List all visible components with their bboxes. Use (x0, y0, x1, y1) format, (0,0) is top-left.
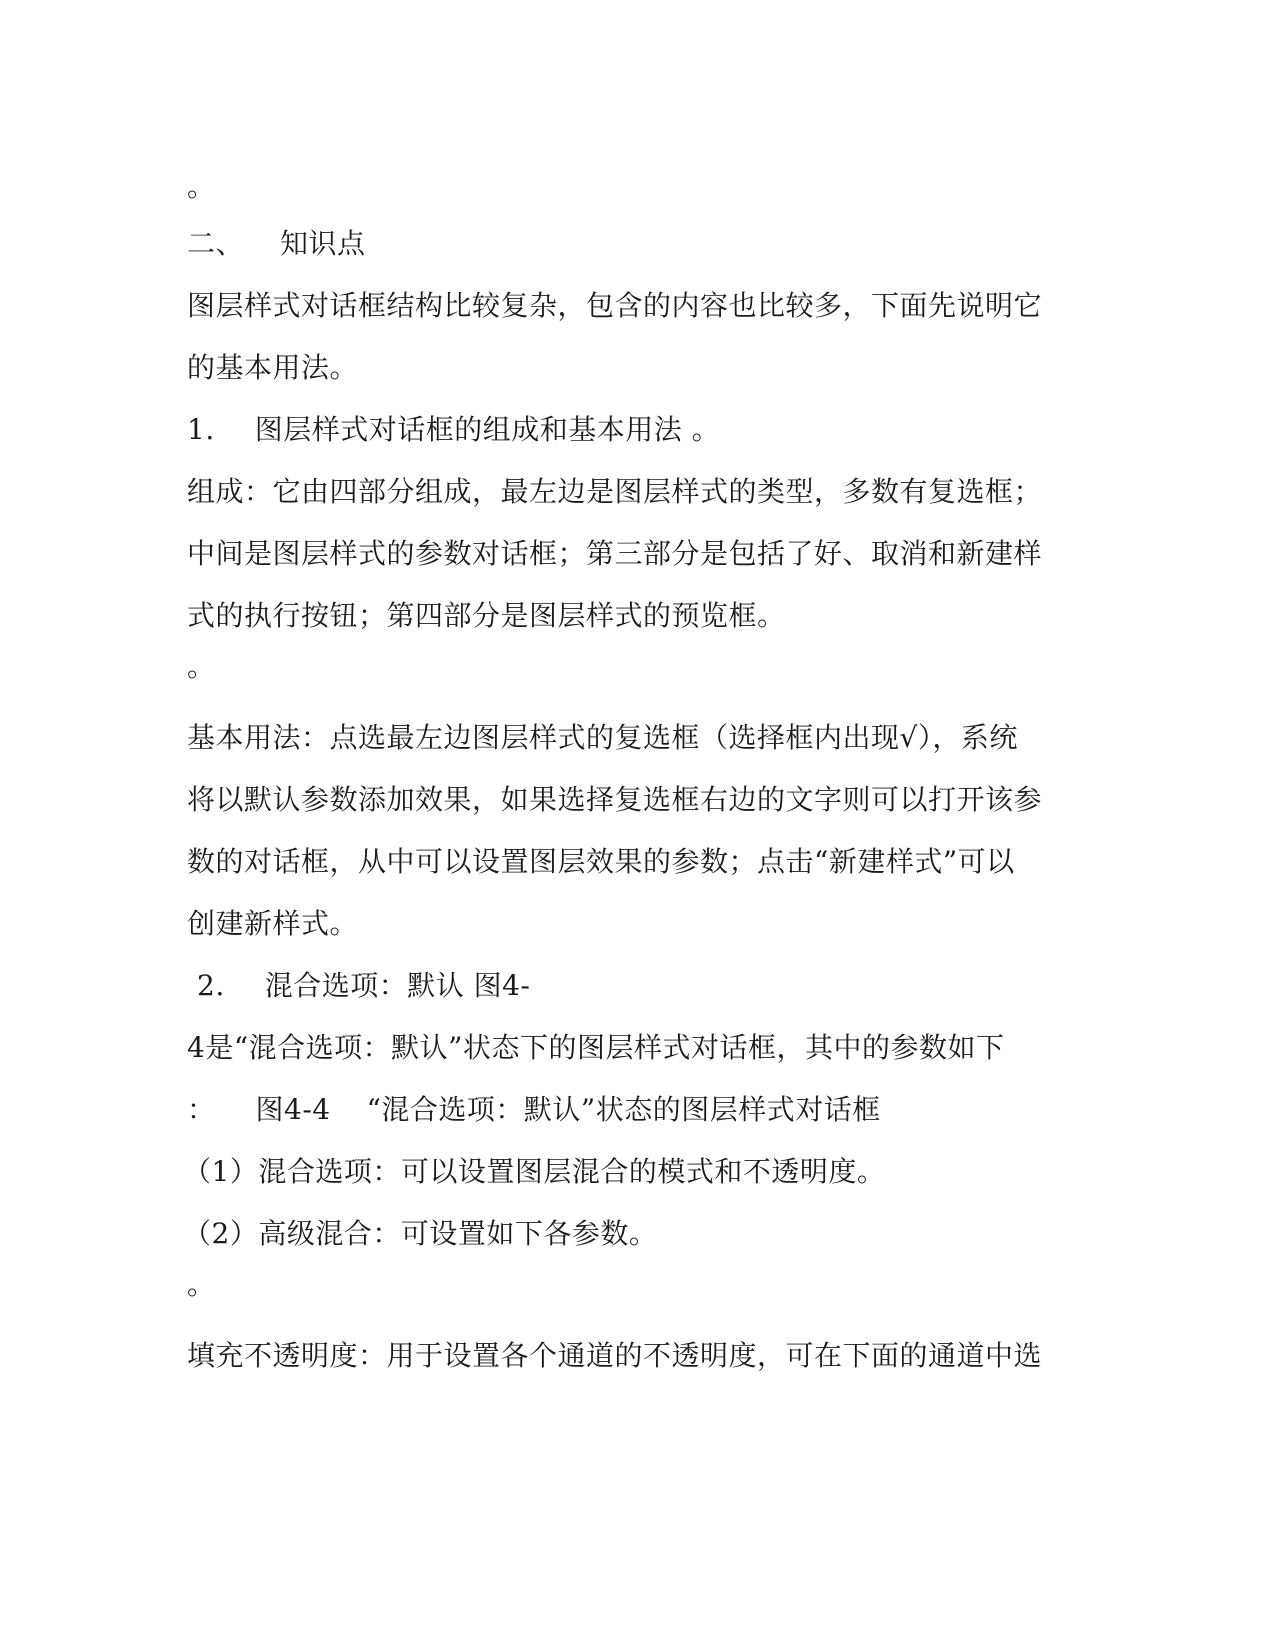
line-text: 。 (187, 1268, 216, 1301)
numbered-heading (197, 969, 1097, 1003)
section-heading (187, 227, 1087, 261)
paragraph-line (187, 351, 1087, 385)
line-text: 数的对话框，从中可以设置图层效果的参数；点击“新建样式”可以 (187, 845, 1015, 878)
list-item (183, 1217, 1083, 1251)
figure-caption: “混合选项：默认”状态的图层样式对话框 (366, 1093, 881, 1126)
line-text: 式的执行按钮；第四部分是图层样式的预览框。 (187, 599, 786, 632)
paragraph-mark (187, 170, 1087, 204)
line-text: （2）高级混合：可设置如下各参数。 (183, 1217, 658, 1250)
paragraph-mark (187, 650, 1087, 684)
numbered-heading (187, 413, 1087, 447)
line-text: 基本用法：点选最左边图层样式的复选框（选择框内出现√），系统 (187, 721, 1018, 754)
paragraph-line (187, 537, 1087, 571)
heading-text: 知识点 (280, 227, 366, 260)
paragraph-line (187, 1031, 1087, 1065)
paragraph-line (187, 907, 1087, 941)
paragraph-line (187, 783, 1087, 817)
paragraph-line (187, 721, 1087, 755)
line-text: 填充不透明度：用于设置各个通道的不透明度，可在下面的通道中选 (187, 1339, 1043, 1372)
line-text: （1）混合选项：可以设置图层混合的模式和不透明度。 (183, 1155, 886, 1188)
heading-number: 1. (187, 413, 215, 446)
paragraph-line (187, 289, 1087, 323)
line-text: 组成：它由四部分组成，最左边是图层样式的类型，多数有复选框； (187, 475, 1043, 508)
heading-text: 图层样式对话框的组成和基本用法 。 (254, 413, 721, 446)
heading-text: 混合选项：默认 图4- (264, 969, 531, 1002)
heading-number: 二、 (187, 227, 245, 260)
line-text: 。 (187, 650, 216, 683)
line-text: 的基本用法。 (187, 351, 359, 384)
paragraph-line (187, 845, 1087, 879)
figure-caption-line (187, 1093, 1087, 1127)
paragraph-line (187, 1339, 1087, 1373)
line-text: 图层样式对话框结构比较复杂，包含的内容也比较多，下面先说明它 (187, 289, 1043, 322)
figure-number: 图4-4 (255, 1093, 331, 1126)
list-item (183, 1155, 1083, 1189)
paragraph-line (187, 475, 1087, 509)
paragraph-mark (187, 1268, 1087, 1302)
paragraph-line (187, 599, 1087, 633)
line-text: ： (187, 1093, 216, 1126)
line-text: 。 (187, 170, 216, 203)
line-text: 4是“混合选项：默认”状态下的图层样式对话框，其中的参数如下 (187, 1031, 1005, 1064)
line-text: 中间是图层样式的参数对话框；第三部分是包括了好、取消和新建样 (187, 537, 1043, 570)
line-text: 将以默认参数添加效果，如果选择复选框右边的文字则可以打开该参 (187, 783, 1043, 816)
line-text: 创建新样式。 (187, 907, 359, 940)
heading-number: 2. (197, 969, 225, 1002)
